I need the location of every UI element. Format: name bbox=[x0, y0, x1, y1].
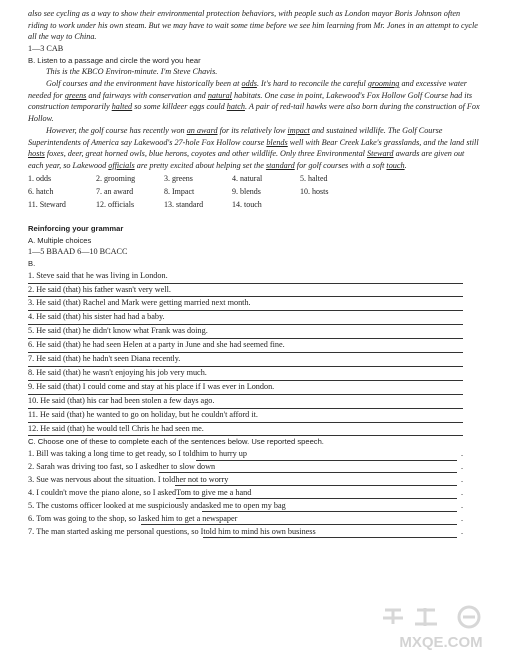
completion-answers bbox=[28, 448, 481, 538]
answer-multiple-choice: 1—5 BBAAD 6—10 BCACC bbox=[28, 247, 128, 257]
table-cell: 14. touch bbox=[232, 200, 262, 210]
item-answer: him to hurry up bbox=[196, 449, 457, 461]
answer-line-10 bbox=[28, 395, 463, 409]
section-c-heading: C. Choose one of these to complete each of the sentences below. Use reported speech. bbox=[28, 437, 324, 447]
line-period: . bbox=[460, 526, 463, 536]
item-number: 4. bbox=[28, 312, 35, 322]
section-b2-heading: B. bbox=[28, 259, 36, 269]
item-number: 1. bbox=[28, 270, 35, 280]
item-text: He said (that) he hadn't seen Diana recently. bbox=[36, 354, 181, 364]
completion-line-7 bbox=[28, 526, 463, 539]
text: Golf courses and the environment have historically been at bbox=[46, 79, 242, 88]
item-number: 6. bbox=[28, 513, 35, 523]
text: for golf courses with a soft bbox=[294, 160, 387, 170]
item-number: 8. bbox=[28, 367, 35, 377]
text: . bbox=[404, 160, 407, 170]
answer-1-3: 1—3 CAB bbox=[28, 44, 64, 54]
item-prompt: Tom was going to the shop, so I bbox=[36, 513, 141, 523]
answer-word-officials: officials bbox=[108, 160, 135, 170]
answer-line-6 bbox=[28, 339, 463, 353]
item-prompt: Bill was taking a long time to get ready, so I told bbox=[36, 449, 196, 459]
item-prompt: The man started asking me personal questions, so I bbox=[36, 526, 204, 536]
text: awards are given out each year, so Lakewood bbox=[28, 149, 465, 170]
item-answer: her not to worry bbox=[175, 475, 457, 487]
completion-line-6 bbox=[28, 513, 463, 526]
item-answer: told him to mind his own business bbox=[203, 527, 457, 539]
item-prompt: Sarah was driving too fast, so I asked bbox=[36, 461, 159, 471]
answer-word-grooming: grooming bbox=[367, 79, 400, 88]
table-cell: 6. hatch bbox=[28, 186, 54, 196]
text: well with Bear Creek Lake's grasslands, and the land still bbox=[287, 137, 479, 147]
text: and sustained wildlife. The Golf Course Superintendents of America say Lakewood's 27-hole Fox Hollow course bbox=[28, 125, 443, 147]
text: for its relatively low bbox=[217, 125, 288, 135]
text: . A pair of red-tail hawks were also born during the construction of Fox Hollow. bbox=[28, 102, 480, 124]
line-period: . bbox=[460, 461, 463, 471]
table-cell: 4. natural bbox=[232, 173, 263, 183]
line-period: . bbox=[460, 513, 463, 523]
answer-word-impact: impact bbox=[287, 125, 310, 135]
item-text: He said (that) I could come and stay at his place if I was ever in London. bbox=[36, 381, 275, 391]
answer-word-odds: odds bbox=[241, 79, 257, 88]
answer-line-12 bbox=[28, 423, 463, 437]
text: However, the golf course has recently won bbox=[46, 125, 187, 135]
word-answer-table bbox=[28, 172, 368, 212]
table-row bbox=[28, 198, 368, 211]
item-text: Steve said that he was living in London. bbox=[36, 270, 168, 280]
answer-line-9 bbox=[28, 381, 463, 395]
reported-speech-answers bbox=[28, 270, 481, 437]
watermark-stroke bbox=[383, 610, 403, 624]
line-period: . bbox=[460, 487, 463, 497]
table-cell: 10. hosts bbox=[300, 186, 329, 196]
spacer bbox=[28, 211, 481, 223]
grammar-heading: Reinforcing your grammar bbox=[28, 224, 124, 234]
top-paragraph: also see cycling as a way to show their environmental protection behaviors, with people such as London mayor Boris Johnson often riding to work under his own steam. But we may have to wait some time before we see him learning from Mr. Jones in an attempt to cycle all the way to China. bbox=[28, 9, 478, 42]
table-cell: 3. greens bbox=[164, 173, 193, 183]
item-number: 5. bbox=[28, 500, 35, 510]
section-b-heading: B. Listen to a passage and circle the word you hear bbox=[28, 55, 201, 65]
completion-line-2 bbox=[28, 461, 463, 474]
watermark-stroke bbox=[415, 608, 437, 626]
answer-word-steward: Steward bbox=[366, 149, 394, 159]
table-cell: 11. Steward bbox=[28, 200, 66, 210]
item-number: 5. bbox=[28, 326, 35, 336]
answer-line-2 bbox=[28, 284, 463, 298]
item-prompt: I couldn't move the piano alone, so I asked bbox=[36, 487, 177, 497]
answer-word-halted: halted bbox=[111, 102, 133, 112]
answer-line-4 bbox=[28, 311, 463, 325]
text: and fairways with conservation and bbox=[86, 90, 208, 100]
line-period: . bbox=[460, 474, 463, 484]
item-prompt: The customs officer looked at me suspiciously and bbox=[36, 500, 203, 510]
table-cell: 5. halted bbox=[300, 173, 328, 183]
answer-line-11 bbox=[28, 409, 463, 423]
item-text: He said (that) his father wasn't very well. bbox=[36, 284, 171, 294]
completion-line-1 bbox=[28, 448, 463, 461]
item-number: 3. bbox=[28, 298, 35, 308]
item-number: 3. bbox=[28, 474, 35, 484]
table-cell: 12. officials bbox=[96, 200, 135, 210]
answer-word-touch: touch bbox=[386, 160, 405, 170]
table-cell: 2. grooming bbox=[96, 173, 136, 183]
watermark-logo bbox=[377, 604, 505, 652]
text: foxes, deer, great horned owls, blue herons, coyotes and other wildlife. Only three Environmental bbox=[44, 149, 367, 159]
item-text: He said (that) he didn't know what Frank was doing. bbox=[36, 326, 208, 336]
answer-word-standard: standard bbox=[265, 160, 295, 170]
item-number: 1. bbox=[28, 449, 35, 459]
section-a-heading: A. Multiple choices bbox=[28, 235, 92, 245]
item-number: 12. bbox=[28, 423, 39, 433]
item-number: 2. bbox=[28, 284, 35, 294]
text: so some killdeer eggs could bbox=[132, 102, 227, 112]
answer-line-8 bbox=[28, 367, 463, 381]
answer-word-greens: greens bbox=[64, 90, 87, 100]
intro-line: This is the KBCO Environ-minute. I'm Steve Chavis. bbox=[46, 67, 218, 77]
item-answer: Tom to give me a hand bbox=[176, 488, 457, 500]
completion-line-3 bbox=[28, 474, 463, 487]
item-text: He said (that) his sister had had a baby. bbox=[36, 312, 165, 322]
table-cell bbox=[300, 198, 368, 211]
item-text: He said (that) he had seen Helen at a party in June and she had seemed fine. bbox=[36, 340, 285, 350]
item-text: He said (that) he wanted to go on holiday, but he couldn't afford it. bbox=[39, 409, 258, 419]
item-answer: asked me to open my bag bbox=[202, 501, 457, 513]
item-text: He said (that) he would tell Chris he had seen me. bbox=[40, 423, 204, 433]
text: . It's hard to reconcile the careful bbox=[256, 79, 368, 88]
item-number: 10. bbox=[28, 395, 39, 405]
answer-line-7 bbox=[28, 353, 463, 367]
table-cell: 1. odds bbox=[28, 173, 52, 183]
table-cell: 8. Impact bbox=[164, 186, 195, 196]
completion-line-4 bbox=[28, 487, 463, 500]
completion-line-5 bbox=[28, 500, 463, 513]
item-number: 7. bbox=[28, 354, 35, 364]
answer-line-1 bbox=[28, 270, 463, 284]
text: habitats. One case in point, Lakewood's Fox Hollow Golf Course had its construction temporarily bbox=[28, 90, 473, 112]
line-period: . bbox=[460, 449, 463, 459]
answer-word-blends: blends bbox=[266, 137, 288, 147]
answer-word-natural: natural bbox=[207, 90, 232, 100]
item-number: 11. bbox=[28, 409, 38, 419]
answer-word-hatch: hatch bbox=[226, 102, 245, 112]
answer-word-hosts: hosts bbox=[28, 149, 45, 159]
item-answer: asked him to get a newspaper bbox=[141, 514, 457, 526]
item-text: He said (that) his car had been stolen a few days ago. bbox=[40, 395, 215, 405]
table-cell: 7. an award bbox=[96, 186, 134, 196]
text: are pretty excited about helping set the bbox=[134, 160, 266, 170]
item-prompt: Sue was nervous about the situation. I told bbox=[36, 474, 176, 484]
item-number: 7. bbox=[28, 526, 35, 536]
item-number: 6. bbox=[28, 340, 35, 350]
table-cell: 9. blends bbox=[232, 186, 261, 196]
table-row bbox=[28, 185, 368, 198]
item-answer: her to slow down bbox=[159, 462, 457, 474]
passage-paragraph-1 bbox=[28, 78, 481, 125]
item-number: 2. bbox=[28, 461, 35, 471]
table-row bbox=[28, 172, 368, 185]
item-text: He said (that) Rachel and Mark were getting married next month. bbox=[36, 298, 251, 308]
answer-word-award: an award bbox=[186, 125, 218, 135]
answer-line-5 bbox=[28, 325, 463, 339]
passage-paragraph-2 bbox=[28, 125, 481, 172]
item-text: He said (that) he wasn't enjoying his job very much. bbox=[36, 367, 207, 377]
table-cell: 13. standard bbox=[164, 200, 204, 210]
line-period: . bbox=[460, 500, 463, 510]
watermark-text: MXQE.COM bbox=[399, 634, 483, 651]
text: and excessive water needed for bbox=[28, 79, 467, 100]
answer-line-3 bbox=[28, 297, 463, 311]
item-number: 4. bbox=[28, 487, 35, 497]
item-number: 9. bbox=[28, 381, 35, 391]
